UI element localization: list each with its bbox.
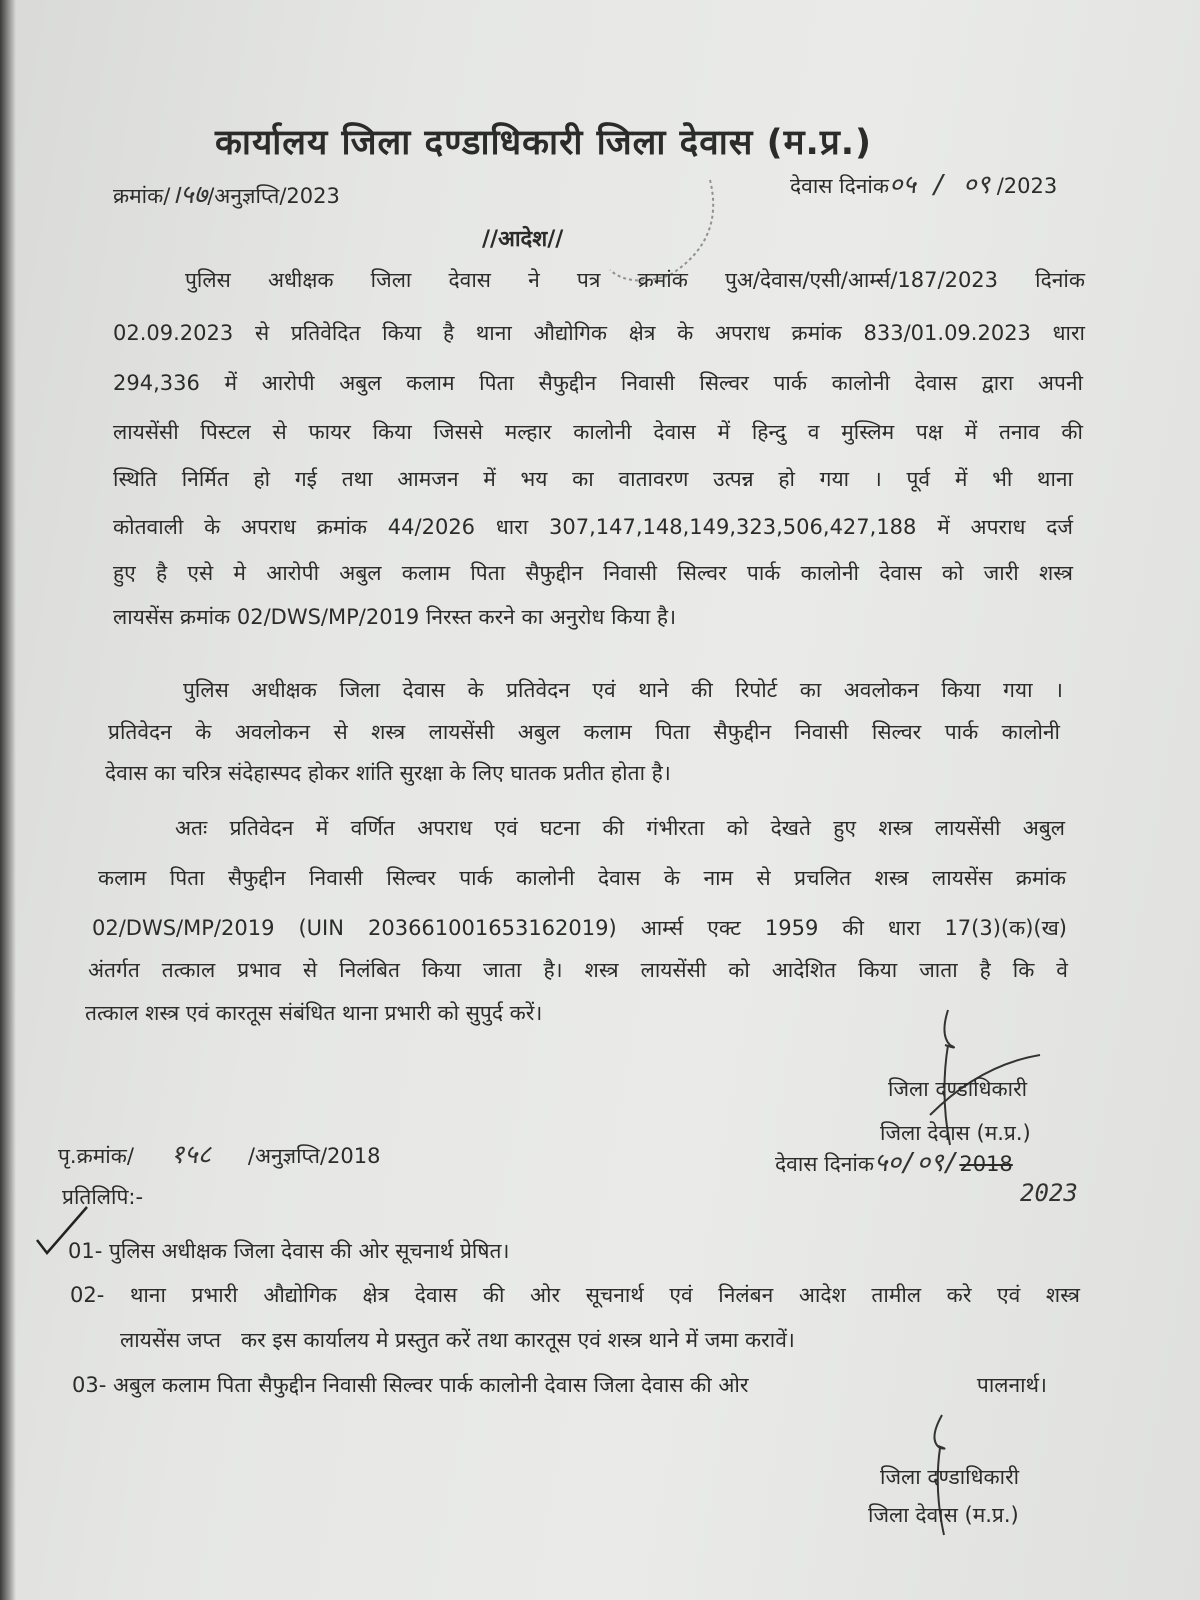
endorsement-reference	[58, 1140, 381, 1171]
date-prefix: देवास दिनांक	[790, 174, 889, 198]
ref-suffix: /अनुज्ञप्ति/2023	[207, 184, 340, 208]
endorsement-date	[775, 1148, 1013, 1179]
item-number: 01-	[68, 1239, 103, 1263]
para1-line: हुए है एसे मे आरोपी अबुल कलाम पिता सैफुद्दीन निवासी सिल्वर पार्क कालोनी देवास को जारी शस्त्र	[113, 561, 1073, 585]
copy-item-1	[68, 1236, 509, 1266]
signatory-district: जिला देवास (म.प्र.)	[880, 1121, 1031, 1145]
ref-number: ।५७	[170, 180, 208, 210]
para1-line: स्थिति निर्मित हो गई तथा आमजन में भय का वातावरण उत्पन्न हो गया । पूर्व में भी थाना	[113, 467, 1073, 491]
para3-line: अतः प्रतिवेदन में वर्णित अपराध एवं घटना की गंभीरता को देखते हुए शस्त्र लायसेंसी अबुल	[175, 816, 1065, 840]
date-year: /2023	[996, 174, 1058, 198]
item-number: 03-	[72, 1373, 107, 1397]
copy-heading: प्रतिलिपि:-	[62, 1185, 144, 1209]
order-date	[790, 170, 1057, 201]
endorsement-date-handwritten: ५०/०९/	[873, 1148, 960, 1178]
para1-line: लायसेंसी पिस्टल से फायर किया जिससे मल्हार कालोनी देवास में हिन्दु व मुस्लिम पक्ष में तनाव की	[113, 420, 1083, 444]
item-text-end: पालनार्थ।	[976, 1373, 1047, 1397]
copy-item-2-cont: लायसेंस जप्त कर इस कार्यालय मे प्रस्तुत करें तथा कारतूस एवं शस्त्र थाने में जमा करावें।	[120, 1328, 795, 1352]
copy-item-3	[72, 1370, 1047, 1400]
para3-line: तत्काल शस्त्र एवं कारतूस संबंधित थाना प्रभारी को सुपुर्द करें।	[85, 1001, 543, 1025]
para2-line: देवास का चरित्र संदेहास्पद होकर शांति सुरक्षा के लिए घातक प्रतीत होता है।	[105, 761, 671, 785]
order-reference	[113, 180, 340, 211]
item-text: पुलिस अधीक्षक जिला देवास की ओर सूचनार्थ प्रेषित।	[109, 1239, 510, 1263]
date-handwritten: ०५ / ०९	[888, 170, 990, 200]
para3-line: अंतर्गत तत्काल प्रभाव से निलंबित किया जाता है। शस्त्र लायसेंसी को आदेशित किया जाता है कि वे	[88, 958, 1068, 982]
para2-line: पुलिस अधीक्षक जिला देवास के प्रतिवेदन एवं थाने की रिपोर्ट का अवलोकन किया गया ।	[183, 678, 1063, 702]
para3-line: 02/DWS/MP/2019 (UIN 203661001653162019) आर्म्स एक्ट 1959 की धारा 17(3)(क)(ख)	[92, 916, 1067, 940]
endorsement-ref-number: १५८	[170, 1140, 212, 1170]
signatory-title: जिला दण्डाधिकारी	[888, 1077, 1028, 1101]
item-number: 02-	[70, 1283, 105, 1307]
corrected-year: 2023	[1020, 1179, 1078, 1207]
para1-line: 294,336 में आरोपी अबुल कलाम पिता सैफुद्दीन निवासी सिल्वर पार्क कालोनी देवास द्वारा अपनी	[113, 371, 1083, 395]
para1-line: लायसेंस क्रमांक 02/DWS/MP/2019 निरस्त करने का अनुरोध किया है।	[113, 605, 677, 629]
ref-prefix: क्रमांक/	[113, 184, 171, 208]
signatory-district-2: जिला देवास (म.प्र.)	[868, 1503, 1019, 1527]
para3-line: कलाम पिता सैफुद्दीन निवासी सिल्वर पार्क कालोनी देवास के नाम से प्रचलित शस्त्र लायसेंस क्रमांक	[98, 866, 1066, 890]
order-heading: //आदेश//	[482, 227, 564, 252]
item-text: अबुल कलाम पिता सैफुद्दीन निवासी सिल्वर पार्क कालोनी देवास जिला देवास की ओर	[113, 1373, 749, 1397]
office-title: कार्यालय जिला दण्डाधिकारी जिला देवास (म.प्र.)	[215, 123, 873, 163]
para1-line: 02.09.2023 से प्रतिवेदित किया है थाना औद्योगिक क्षेत्र के अपराध क्रमांक 833/01.09.2023 धारा	[113, 321, 1085, 345]
endorsement-ref-prefix: पृ.क्रमांक/	[58, 1144, 134, 1168]
endorsement-ref-suffix: /अनुज्ञप्ति/2018	[247, 1144, 381, 1168]
struck-year: 2018	[959, 1152, 1013, 1176]
para1-line: कोतवाली के अपराध क्रमांक 44/2026 धारा 307,147,148,149,323,506,427,188 में अपराध दर्ज	[113, 515, 1073, 539]
page-edge-shadow	[0, 0, 16, 1600]
endorsement-date-prefix: देवास दिनांक	[775, 1152, 874, 1176]
para1-line: पुलिस अधीक्षक जिला देवास ने पत्र क्रमांक पुअ/देवास/एसी/आर्म्स/187/2023 दिनांक	[185, 268, 1085, 292]
para2-line: प्रतिवेदन के अवलोकन से शस्त्र लायसेंसी अबुल कलाम पिता सैफुद्दीन निवासी सिल्वर पार्क कालोनी	[108, 720, 1060, 744]
signatory-title-2: जिला दण्डाधिकारी	[880, 1465, 1020, 1489]
copy-item-2	[70, 1280, 1080, 1310]
item-text: थाना प्रभारी औद्योगिक क्षेत्र देवास की ओर सूचनार्थ एवं निलंबन आदेश तामील करे एवं शस्त्र	[129, 1283, 1080, 1307]
